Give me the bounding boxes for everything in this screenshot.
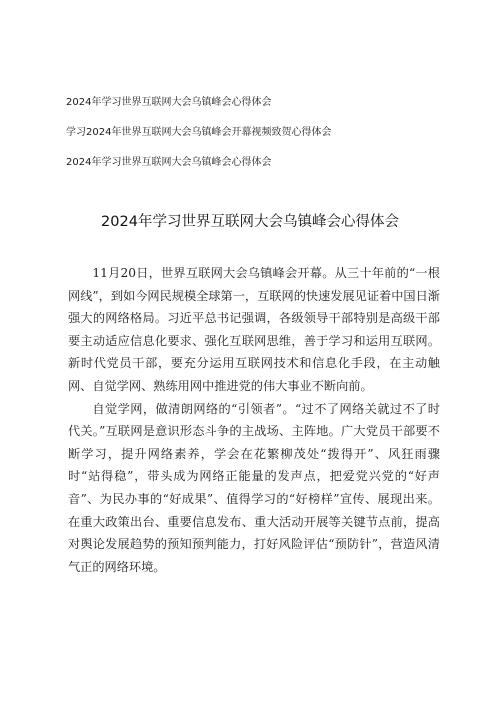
body-paragraph: 11月20日，世界互联网大会乌镇峰会开幕。从三十年前的“一根网线”，到如今网民规模全球第一，互联网的快速发展见证着中国日渐强大的网络格局。习近平总书记强调，各级领导干部特别是高级干部要主动适应信息化要求、强化互联网思维，善于学习和运用互联网。新时代党员干部，要充分运用互联网技术和信息化手段，在主动触网、自觉学网、熟练用网中推进党的伟大事业不断向前。 <box>68 266 440 393</box>
document-body <box>68 262 440 578</box>
body-paragraph: 自觉学网，做清朗网络的“引领者”。“过不了网络关就过不了时代关。”互联网是意识形态斗争的主战场、主阵地。广大党员干部要不断学习，提升网络素养，学会在花繁柳茂处“拨得开”、风狂雨骤时“站得稳”，带头成为网络正能量的发声点，把爱党兴党的“好声音”、为民办事的“好成果”、值得学习的“好榜样”宣传、展现出来。在重大政策出台、重要信息发布、重大活动开展等关键节点前，提高对舆论发展趋势的预知预判能力，打好风险评估“预防针”，营造风清气正的网络环境。 <box>68 401 440 574</box>
toc-item[interactable]: 2024年学习世界互联网大会乌镇峰会心得体会 <box>66 157 272 168</box>
toc-item[interactable]: 2024年学习世界互联网大会乌镇峰会心得体会 <box>66 97 272 108</box>
table-of-contents <box>66 96 446 186</box>
toc-item[interactable]: 学习2024年世界互联网大会乌镇峰会开幕视频致贺心得体会 <box>66 127 332 138</box>
document-title: 2024年学习世界互联网大会乌镇峰会心得体会 <box>101 214 399 230</box>
